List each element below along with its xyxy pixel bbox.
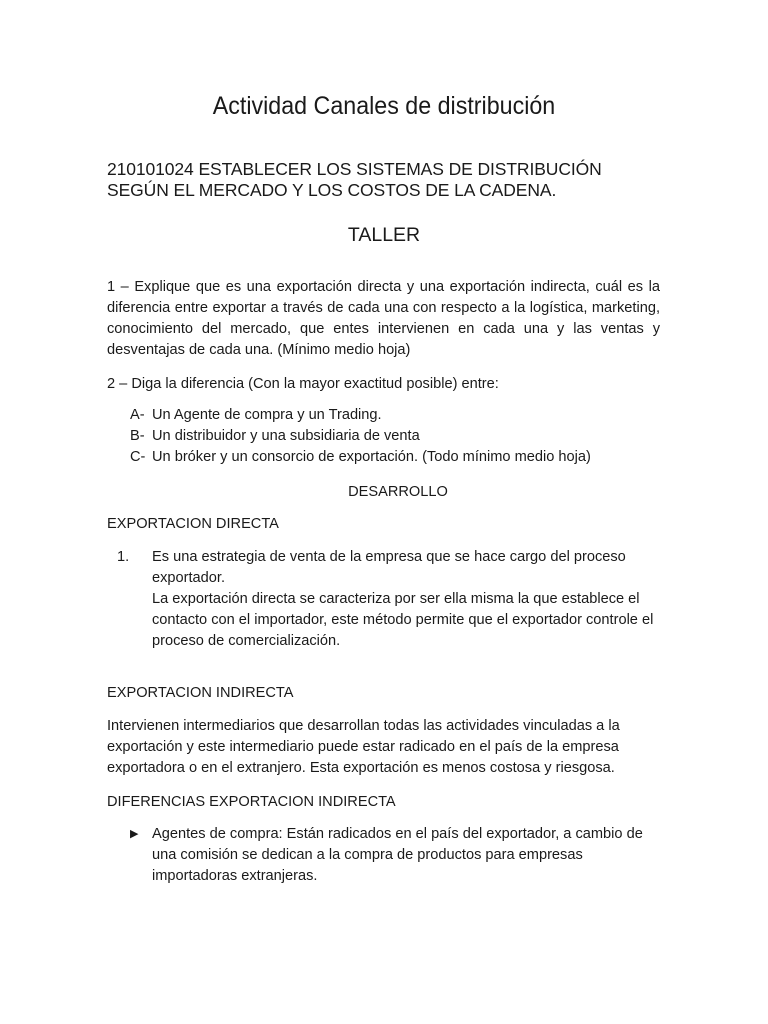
triangle-right-icon: ▶ [130, 828, 139, 840]
heading-diferencias: DIFERENCIAS EXPORTACION INDIRECTA [107, 794, 396, 810]
bullet-item [130, 824, 660, 887]
bullet-list [130, 824, 660, 887]
option-letter: B- [130, 428, 145, 444]
question-2: 2 – Diga la diferencia (Con la mayor exactitud posible) entre: [107, 376, 499, 392]
paragraph-indirecta: Intervienen intermediarios que desarrollan todas las actividades vinculadas a la exportación y este intermediario puede estar radicado en el país de la empresa exportadora o en el extranjero. Esta exportación es menos costosa y riesgosa. [107, 718, 620, 776]
option-item [130, 405, 670, 426]
section-heading-taller: TALLER [347, 224, 421, 246]
option-letter: A- [130, 407, 145, 423]
option-text: Un distribuidor y una subsidiaria de venta [152, 428, 420, 444]
list-item-body [152, 547, 662, 652]
question-1: 1 – Explique que es una exportación directa y una exportación indirecta, cuál es la diferencia entre exportar a través de cada una con respecto a la logística, marketing, conocimiento del mercado, que entes intervienen en cada una y las ventas y desventajas de cada una. (Mínimo medio hoja) [107, 279, 660, 358]
section-heading-desarrollo: DESARROLLO [348, 484, 448, 500]
bullet-text: Agentes de compra: Están radicados en el país del exportador, a cambio de una comisión se dedican a la compra de productos para empresas importadoras extranjeras. [152, 826, 643, 884]
subtitle-line-2: SEGÚN EL MERCADO Y LOS COSTOS DE LA CADENA. [107, 180, 557, 200]
numbered-list [117, 547, 662, 652]
option-text: Un bróker y un consorcio de exportación. (Todo mínimo medio hoja) [152, 449, 591, 465]
option-text: Un Agente de compra y un Trading. [152, 407, 382, 423]
question-2-options [130, 405, 670, 468]
option-item [130, 426, 670, 447]
list-item-text-2: La exportación directa se caracteriza por ser ella misma la que establece el contacto con el importador, este método permite que el exportador controle el proceso de comercialización. [152, 591, 654, 649]
subtitle-line-1: 210101024 ESTABLECER LOS SISTEMAS DE DISTRIBUCIÓN [107, 159, 602, 179]
list-item-text-1: Es una estrategia de venta de la empresa que se hace cargo del proceso exportador. [152, 549, 626, 586]
document-title: Actividad Canales de distribución [212, 92, 556, 120]
document-subtitle [107, 159, 667, 201]
list-number: 1. [117, 549, 130, 565]
list-item [117, 547, 662, 652]
heading-exportacion-directa: EXPORTACION DIRECTA [107, 516, 279, 532]
option-item [130, 447, 670, 468]
option-letter: C- [130, 449, 146, 465]
heading-exportacion-indirecta: EXPORTACION INDIRECTA [107, 685, 294, 701]
